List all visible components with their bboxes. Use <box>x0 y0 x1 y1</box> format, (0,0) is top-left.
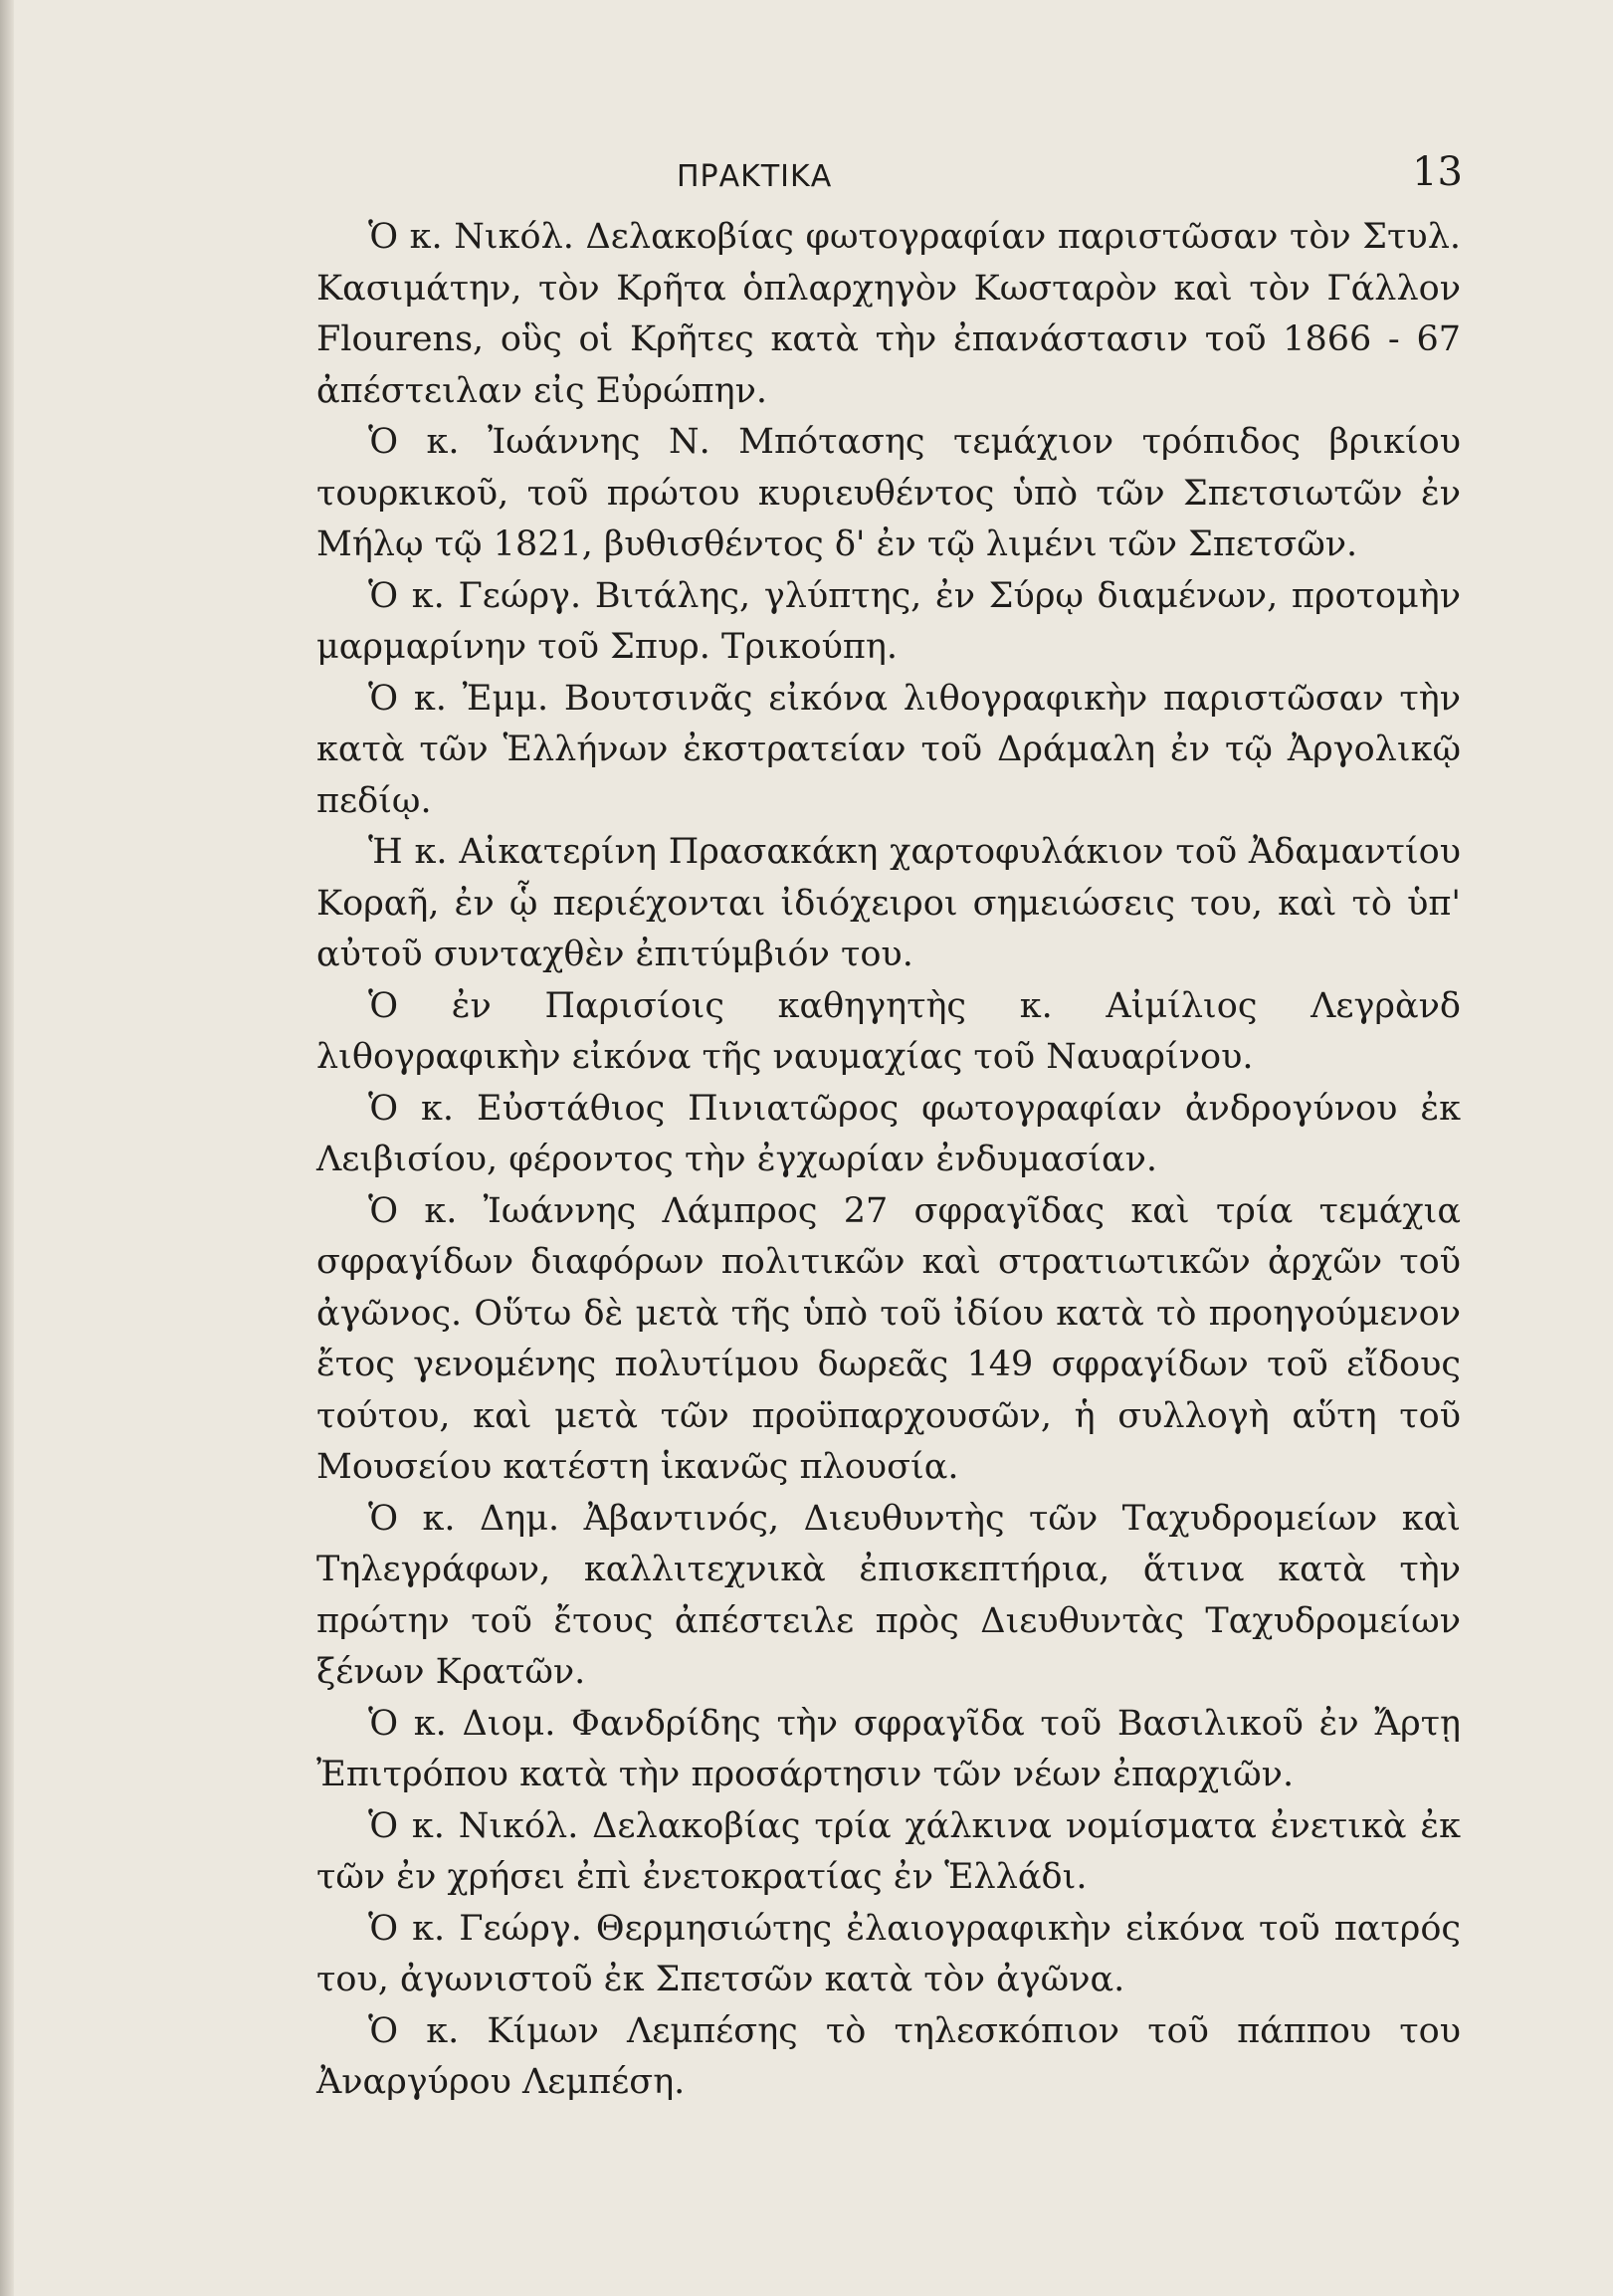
paragraph-13: Ὁ κ. Κίμων Λεμπέσης τὸ τηλεσκόπιον τοῦ πάππου του Ἀναργύρου Λεμπέση. <box>316 2010 1461 2102</box>
paragraph-9: Ὁ κ. Δημ. Ἀβαντινός, Διευθυντὴς τῶν Ταχυδρομείων καὶ Τηλεγράφων, καλλιτεχνικὰ ἐπισκεπτήρια, ἅτινα κατὰ τὴν πρώτην τοῦ ἔτους ἀπέστειλε πρὸς Διευθυντὰς Ταχυδρομείων ξένων Κρατῶν. <box>316 1498 1461 1692</box>
paragraph-11: Ὁ κ. Νικόλ. Δελακοβίας τρία χάλκινα νομίσματα ἐνετικὰ ἐκ τῶν ἐν χρήσει ἐπὶ ἐνετοκρατίας ἐν Ἑλλάδι. <box>316 1805 1461 1897</box>
paragraph-5: Ἡ κ. Αἰκατερίνη Πρασακάκη χαρτοφυλάκιον τοῦ Ἀδαμαντίου Κοραῆ, ἐν ᾧ περιέχονται ἰδιόχειροι σημειώσεις του, καὶ τὸ ὑπ' αὐτοῦ συνταχθὲν ἐπιτύμβιόν του. <box>316 832 1461 974</box>
paragraph-1: Ὁ κ. Νικόλ. Δελακοβίας φωτογραφίαν παριστῶσαν τὸν Στυλ. Κασιμάτην, τὸν Κρῆτα ὁπλαρχηγὸν Κωσταρὸν καὶ τὸν Γάλλον Flourens, οὓς οἱ Κρῆτες κατὰ τὴν ἐπανάστασιν τοῦ 1866 - 67 ἀπέστειλαν εἰς Εὐρώπην. <box>316 217 1461 411</box>
paragraph-7: Ὁ κ. Εὐστάθιος Πινιατῶρος φωτογραφίαν ἀνδρογύνου ἐκ Λειβισίου, φέροντος τὴν ἐγχωρίαν ἐνδυμασίαν. <box>316 1088 1461 1179</box>
paragraph-12: Ὁ κ. Γεώργ. Θερμησιώτης ἐλαιογραφικὴν εἰκόνα τοῦ πατρός του, ἀγωνιστοῦ ἐκ Σπετσῶν κατὰ τὸν ἀγῶνα. <box>316 1908 1461 1999</box>
running-title: ΠΡΑΚΤΙΚΑ <box>677 159 833 194</box>
paragraph-3: Ὁ κ. Γεώργ. Βιτάλης, γλύπτης, ἐν Σύρῳ διαμένων, προτομὴν μαρμαρίνην τοῦ Σπυρ. Τρικούπη. <box>316 575 1461 667</box>
page-number: 13 <box>1412 149 1463 195</box>
body-text <box>316 212 1461 2109</box>
page-header <box>299 149 1463 205</box>
paragraph-2: Ὁ κ. Ἰωάννης Ν. Μπότασης τεμάχιον τρόπιδος βρικίου τουρκικοῦ, τοῦ πρώτου κυριευθέντος ὑπὸ τῶν Σπετσιωτῶν ἐν Μήλῳ τῷ 1821, βυθισθέντος δ' ἐν τῷ λιμένι τῶν Σπετσῶν. <box>316 422 1461 564</box>
paragraph-6: Ὁ ἐν Παρισίοις καθηγητὴς κ. Αἰμίλιος Λεγρὰνδ λιθογραφικὴν εἰκόνα τῆς ναυμαχίας τοῦ Ναυαρίνου. <box>316 985 1461 1077</box>
paragraph-10: Ὁ κ. Διομ. Φανδρίδης τὴν σφραγῖδα τοῦ Βασιλικοῦ ἐν Ἄρτῃ Ἐπιτρόπου κατὰ τὴν προσάρτησιν τῶν νέων ἐπαρχιῶν. <box>316 1703 1461 1794</box>
paragraph-8: Ὁ κ. Ἰωάννης Λάμπρος 27 σφραγῖδας καὶ τρία τεμάχια σφραγίδων διαφόρων πολιτικῶν καὶ στρατιωτικῶν ἀρχῶν τοῦ ἀγῶνος. Οὕτω δὲ μετὰ τῆς ὑπὸ τοῦ ἰδίου κατὰ τὸ προηγούμενον ἔτος γενομένης πολυτίμου δωρεᾶς 149 σφραγίδων τοῦ εἴδους τούτου, καὶ μετὰ τῶν προϋπαρχουσῶν, ἡ συλλογὴ αὕτη τοῦ Μουσείου κατέστη ἱκανῶς πλουσία. <box>316 1190 1461 1487</box>
paragraph-4: Ὁ κ. Ἐμμ. Βουτσινᾶς εἰκόνα λιθογραφικὴν παριστῶσαν τὴν κατὰ τῶν Ἑλλήνων ἐκστρατείαν τοῦ Δράμαλη ἐν τῷ Ἀργολικῷ πεδίῳ. <box>316 678 1461 821</box>
